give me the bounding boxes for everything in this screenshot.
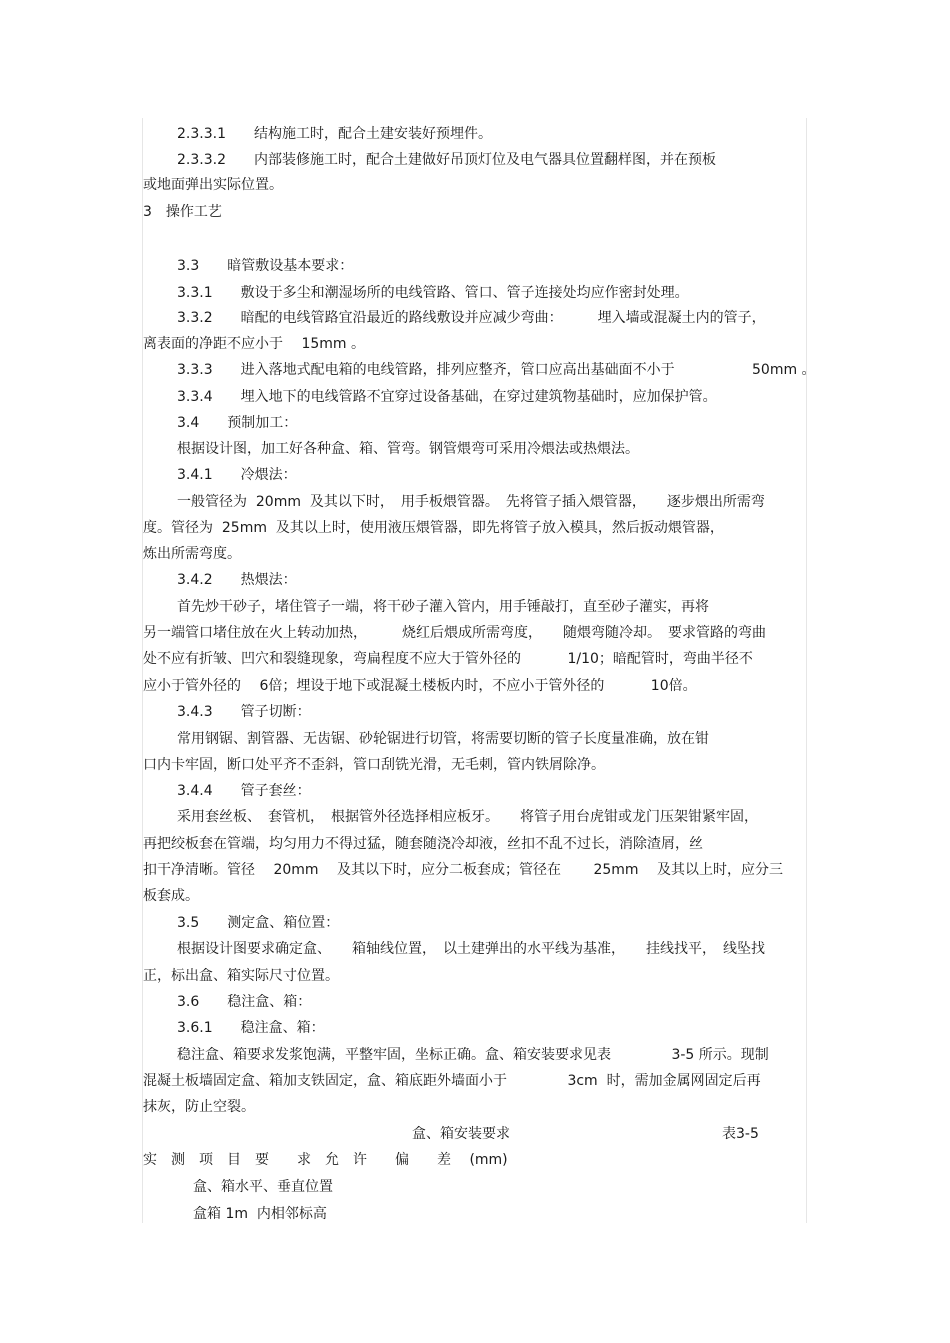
paragraph-3-6-1-line1: 稳注盒、箱要求发浆饱满，平整牢固，坐标正确。盒、箱安装要求见表 3-5 所示。现制 (177, 1047, 769, 1063)
section-3-heading: 3 操作工艺 (143, 204, 222, 220)
clause-3-4-2-heading: 3.4.2 热煨法： (177, 572, 297, 588)
clause-3-5-heading: 3.5 测定盒、箱位置： (177, 915, 340, 931)
paragraph-3-4-4-line1: 采用套丝板、 套管机， 根据管外径选择相应板牙。 将管子用台虎钳或龙门压架钳紧牢固， (177, 809, 758, 825)
paragraph-3-6-1-line2: 混凝土板墙固定盒、箱加支铁固定，盒、箱底距外墙面小于 3cm 时，需加金属网固定后再 (143, 1073, 761, 1089)
clause-2-3-3-2: 2.3.3.2 内部装修施工时，配合土建做好吊顶灯位及电气器具位置翻样图，并在预板 (177, 152, 716, 168)
paragraph-3-4: 根据设计图，加工好各种盒、箱、管弯。钢管煨弯可采用冷煨法或热煨法。 (177, 441, 639, 457)
clause-3-3-2: 3.3.2 暗配的电线管路宜沿最近的路线敷设并应减少弯曲： 埋入墙或混凝土内的管子， (177, 310, 766, 326)
clause-3-3-heading: 3.3 暗管敷设基本要求： (177, 258, 354, 274)
clause-3-4-4-heading: 3.4.4 管子套丝： (177, 783, 311, 799)
page-left-margin-line (142, 118, 143, 1223)
clause-3-6-1-heading: 3.6.1 稳注盒、箱： (177, 1020, 325, 1036)
paragraph-3-4-2-line1: 首先炒干砂子，堵住管子一端，将干砂子灌入管内，用手锤敲打，直至砂子灌实，再将 (177, 599, 709, 615)
table-caption: 盒、箱安装要求 (412, 1126, 510, 1142)
clause-3-3-1: 3.3.1 敷设于多尘和潮湿场所的电线管路、管口、管子连接处均应作密封处理。 (177, 285, 689, 301)
paragraph-3-5-line2: 正，标出盒、箱实际尺寸位置。 (143, 968, 339, 984)
clause-3-3-2-cont: 离表面的净距不应小于 15mm 。 (143, 336, 365, 352)
clause-3-3-3: 3.3.3 进入落地式配电箱的电线管路，排列应整齐，管口应高出基础面不小于 (177, 362, 675, 378)
page-right-margin-line (806, 118, 807, 1223)
paragraph-3-4-4-line3: 扣干净清晰。管径 20mm 及其以下时，应分二板套成；管径在 25mm 及其以上时，应分三 (143, 862, 783, 878)
table-row: 盒、箱水平、垂直位置 (193, 1179, 333, 1195)
clause-3-4-3-heading: 3.4.3 管子切断： (177, 704, 311, 720)
table-number: 表3-5 (722, 1126, 759, 1142)
paragraph-3-4-2-line4: 应小于管外径的 6倍；埋设于地下或混凝土楼板内时，不应小于管外径的 10倍。 (143, 678, 697, 694)
paragraph-3-4-3-line2: 口内卡牢固，断口处平齐不歪斜，管口刮铣光滑，无毛刺，管内铁屑除净。 (143, 757, 605, 773)
paragraph-3-4-4-line4: 板套成。 (143, 888, 199, 904)
paragraph-3-4-1-line2: 度。管径为 25mm 及其以上时，使用液压煨管器，即先将管子放入模具，然后扳动煨管器， (143, 520, 724, 536)
table-header-row: 实 测 项 目 要 求 允 许 偏 差 (mm) (143, 1152, 508, 1168)
paragraph-3-4-3-line1: 常用钢锯、割管器、无齿锯、砂轮锯进行切管，将需要切断的管子长度量准确，放在钳 (177, 731, 709, 747)
clause-3-4-1-heading: 3.4.1 冷煨法： (177, 467, 297, 483)
paragraph-3-4-4-line2: 再把绞板套在管端，均匀用力不得过猛，随套随浇冷却液，丝扣不乱不过长，消除渣屑，丝 (143, 836, 703, 852)
clause-3-3-4: 3.3.4 埋入地下的电线管路不宜穿过设备基础，在穿过建筑物基础时，应加保护管。 (177, 389, 717, 405)
clause-3-3-3-value: 50mm 。 (752, 362, 816, 378)
clause-3-4-heading: 3.4 预制加工： (177, 415, 298, 431)
clause-2-3-3-1: 2.3.3.1 结构施工时，配合土建安装好预埋件。 (177, 126, 492, 142)
table-row: 盒箱 1m 内相邻标高 (193, 1206, 327, 1222)
paragraph-3-4-2-line3: 处不应有折皱、凹穴和裂缝现象，弯扁程度不应大于管外径的 1/10；暗配管时，弯曲半径不 (143, 651, 753, 667)
paragraph-3-4-1-line1: 一般管径为 20mm 及其以下时， 用手板煨管器。 先将管子插入煨管器， 逐步煨出所需弯 (177, 494, 765, 510)
paragraph-3-4-2-line2: 另一端管口堵住放在火上转动加热， 烧红后煨成所需弯度， 随煨弯随冷却。 要求管路的弯曲 (143, 625, 766, 641)
paragraph-3-4-1-line3: 炼出所需弯度。 (143, 546, 241, 562)
clause-2-3-3-2-cont: 或地面弹出实际位置。 (143, 177, 283, 193)
paragraph-3-5-line1: 根据设计图要求确定盒、 箱轴线位置， 以土建弹出的水平线为基准， 挂线找平， 线坠找 (177, 941, 765, 957)
clause-3-6-heading: 3.6 稳注盒、箱： (177, 994, 312, 1010)
paragraph-3-6-1-line3: 抹灰，防止空裂。 (143, 1099, 255, 1115)
